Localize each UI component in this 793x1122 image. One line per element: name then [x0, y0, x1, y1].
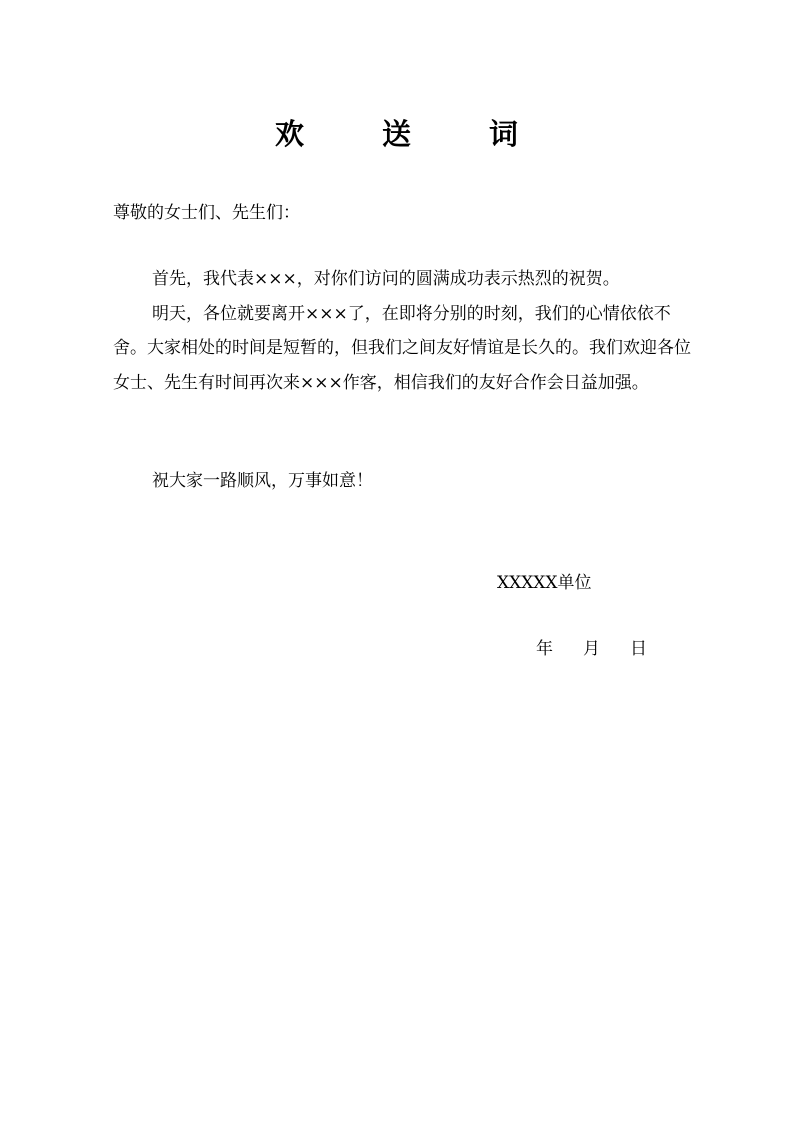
- salutation: 尊敬的女士们、先生们：: [113, 203, 300, 223]
- title-char-1: 欢: [274, 117, 304, 151]
- paragraph-1: 首先，我代表×××，对你们访问的圆满成功表示热烈的祝贺。: [152, 269, 620, 289]
- signature-organization: XXXXX单位: [497, 573, 592, 593]
- date-line: [536, 634, 647, 664]
- paragraph-2: 明天，各位就要离开×××了，在即将分别的时刻，我们的心情依依不舍。大家相处的时间是短暂的，但我们之间友好情谊是长久的。我们欢迎各位女士、先生有时间再次来×××作客，相信我们的友好合作会日益加强。: [113, 303, 691, 393]
- date-day: 日: [630, 639, 647, 659]
- title-char-3: 词: [488, 117, 518, 151]
- body-text: [113, 262, 693, 400]
- date-year: 年: [536, 639, 553, 659]
- document-title: [0, 112, 793, 156]
- closing-wish: 祝大家一路顺风，万事如意！: [152, 471, 373, 491]
- date-month: 月: [583, 639, 600, 659]
- title-char-2: 送: [381, 117, 411, 151]
